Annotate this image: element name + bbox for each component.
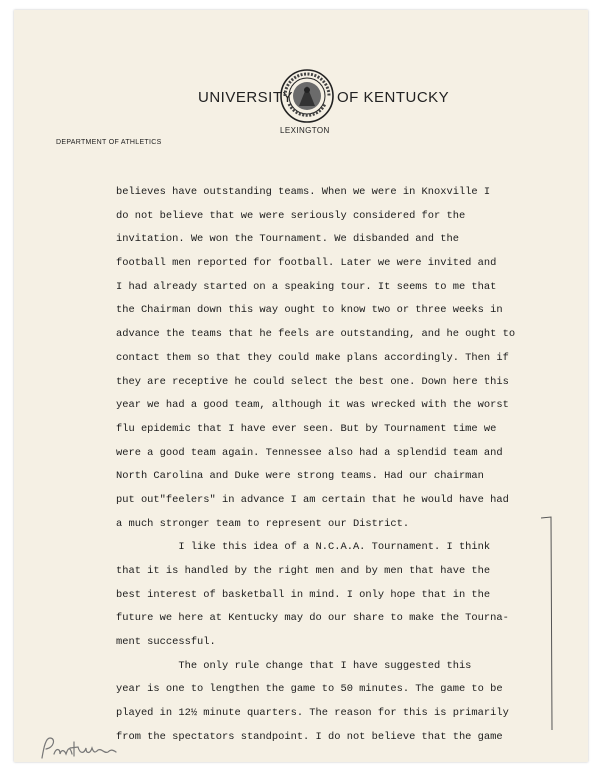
body-line: North Carolina and Duke were strong teams. Had our chairman xyxy=(116,470,484,483)
margin-bracket-mark xyxy=(541,516,553,732)
letter-page xyxy=(14,10,588,762)
body-line: contact them so that they could make plans accordingly. Then if xyxy=(116,351,509,364)
body-line: future we here at Kentucky may do our share to make the Tourna- xyxy=(116,612,509,625)
body-line: do not believe that we were seriously considered for the xyxy=(116,209,466,222)
letterhead-city: LEXINGTON xyxy=(280,126,330,135)
body-line: from the spectators standpoint. I do not believe that the game xyxy=(116,730,503,743)
letterhead-kentucky: OF KENTUCKY xyxy=(337,89,450,106)
letterhead-department: DEPARTMENT OF ATHLETICS xyxy=(56,139,162,146)
letter-body xyxy=(116,181,556,750)
body-line: that it is handled by the right men and by men that have the xyxy=(116,565,491,577)
body-line: believes have outstanding teams. When we were in Knoxville I xyxy=(116,186,491,198)
body-line: I like this idea of a N.C.A.A. Tournament. I think xyxy=(116,541,491,554)
body-line: they are receptive he could select the best one. Down here this xyxy=(116,375,509,388)
body-line: I had already started on a speaking tour. It seems to me that xyxy=(116,280,497,293)
body-line: The only rule change that I have suggested this xyxy=(116,659,472,672)
body-line: played in 12½ minute quarters. The reason for this is primarily xyxy=(116,707,509,720)
letterhead-university: UNIVERSITY xyxy=(198,89,294,106)
body-line: best interest of basketball in mind. I only hope that in the xyxy=(116,588,491,601)
body-line: ment successful. xyxy=(116,636,216,649)
body-line: a much stronger team to represent our District. xyxy=(116,517,410,530)
university-seal-icon xyxy=(279,68,335,124)
body-line: year is one to lengthen the game to 50 minutes. The game to be xyxy=(116,683,503,696)
body-line: year we had a good team, although it was wrecked with the worst xyxy=(116,399,509,412)
body-line: flu epidemic that I have ever seen. But by Tournament time we xyxy=(116,422,497,435)
body-line: put out"feelers" in advance I am certain that he would have had xyxy=(116,493,509,506)
handwritten-note-signature xyxy=(38,732,138,764)
body-line: football men reported for football. Later we were invited and xyxy=(116,257,497,270)
body-line: were a good team again. Tennessee also had a splendid team and xyxy=(116,446,503,459)
body-line: the Chairman down this way ought to know two or three weeks in xyxy=(116,304,503,317)
body-line: invitation. We won the Tournament. We disbanded and the xyxy=(116,233,459,246)
body-line: advance the teams that he feels are outstanding, and he ought to xyxy=(116,328,516,341)
